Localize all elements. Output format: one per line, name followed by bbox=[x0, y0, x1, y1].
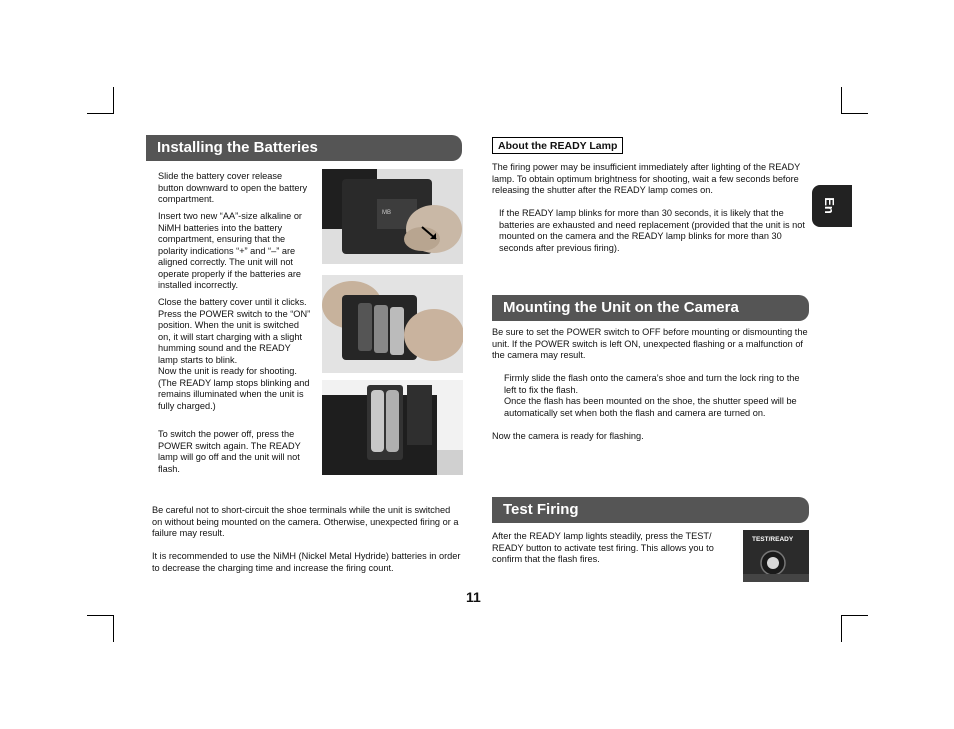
section-header-installing-batteries: Installing the Batteries bbox=[146, 135, 462, 161]
crop-mark bbox=[841, 615, 842, 642]
language-tab-en bbox=[812, 185, 852, 227]
battery-cover-photo bbox=[322, 169, 463, 264]
test-firing-paragraph: After the READY lamp lights steadily, press the TEST/ READY button to activate test firing. This allows you to confirm that the flash fires. bbox=[492, 531, 714, 564]
step-power-off-text: To switch the power off, press the POWER switch again. The READY lamp will go off and the unit will not flash. bbox=[158, 429, 301, 474]
mounting-paragraph-3: Now the camera is ready for flashing. bbox=[492, 431, 644, 441]
page-number: 11 bbox=[466, 589, 481, 605]
step-open-cover-text: Slide the battery cover release button downward to open the battery compartment. bbox=[158, 171, 308, 204]
section-header-test-firing: Test Firing bbox=[492, 497, 809, 523]
ready-lamp-paragraph-1: The firing power may be insufficient immediately after lighting of the READY lamp. To obtain optimum brightness for shooting, wait a few seconds before releasing the shutter after the READY lamp comes on. bbox=[492, 162, 801, 195]
nimh-recommendation-note: It is recommended to use the NiMH (Nickel Metal Hydride) batteries in order to decrease the charging time and increase the firing count. bbox=[152, 551, 461, 573]
crop-mark bbox=[841, 87, 842, 114]
batteries-installed-photo bbox=[322, 380, 463, 475]
short-circuit-note: Be careful not to short-circuit the shoe terminals while the unit is switched on without being mounted on the camera. Otherwise, unexpected firing or a failure may result. bbox=[152, 505, 459, 538]
svg-text:MB: MB bbox=[382, 210, 391, 216]
section-header-mounting: Mounting the Unit on the Camera bbox=[492, 295, 809, 321]
crop-mark bbox=[841, 113, 868, 114]
language-tab-label: En bbox=[821, 197, 837, 214]
crop-mark bbox=[113, 615, 114, 642]
test-ready-button-photo bbox=[743, 530, 809, 582]
crop-mark bbox=[87, 615, 114, 616]
ready-lamp-paragraph-2: If the READY lamp blinks for more than 30 seconds, it is likely that the batteries are exhausted and need replacement (provided that the unit is not mounted on the camera and the READY lamp blinks for more than 30 seconds after previous firing). bbox=[499, 208, 805, 253]
test-ready-label: TEST/READY bbox=[752, 536, 794, 543]
crop-mark bbox=[113, 87, 114, 114]
ready-lamp-title: About the READY Lamp bbox=[492, 137, 623, 154]
step-insert-batteries-text: Insert two new “AA”-size alkaline or NiMH batteries into the battery compartment, ensuring that the polarity indications “+” and “–” are aligned correctly. The unit will not operate properly if the batteries are installed incorrectly. bbox=[158, 211, 302, 290]
insert-batteries-photo bbox=[322, 275, 463, 373]
crop-mark bbox=[87, 113, 114, 114]
mounting-paragraph-2: Firmly slide the flash onto the camera’s shoe and turn the lock ring to the left to fix the flash. Once the flash has been mounted on the shoe, the shutter speed will be automatically set when both the flash and camera are turned on. bbox=[504, 373, 800, 418]
mounting-paragraph-1: Be sure to set the POWER switch to OFF before mounting or dismounting the unit. If the POWER switch is left ON, unexpected flashing or a malfunction of the camera may result. bbox=[492, 327, 808, 360]
step-close-cover-text: Close the battery cover until it clicks. Press the POWER switch to the “ON” position. When the unit is switched on, it will start charging with a slight humming sound and the READY lamp starts to blink. Now the unit is ready for shooting. (The READY lamp stops blinking and remains illuminated when the unit is fully charged.) bbox=[158, 297, 311, 411]
crop-mark bbox=[841, 615, 868, 616]
